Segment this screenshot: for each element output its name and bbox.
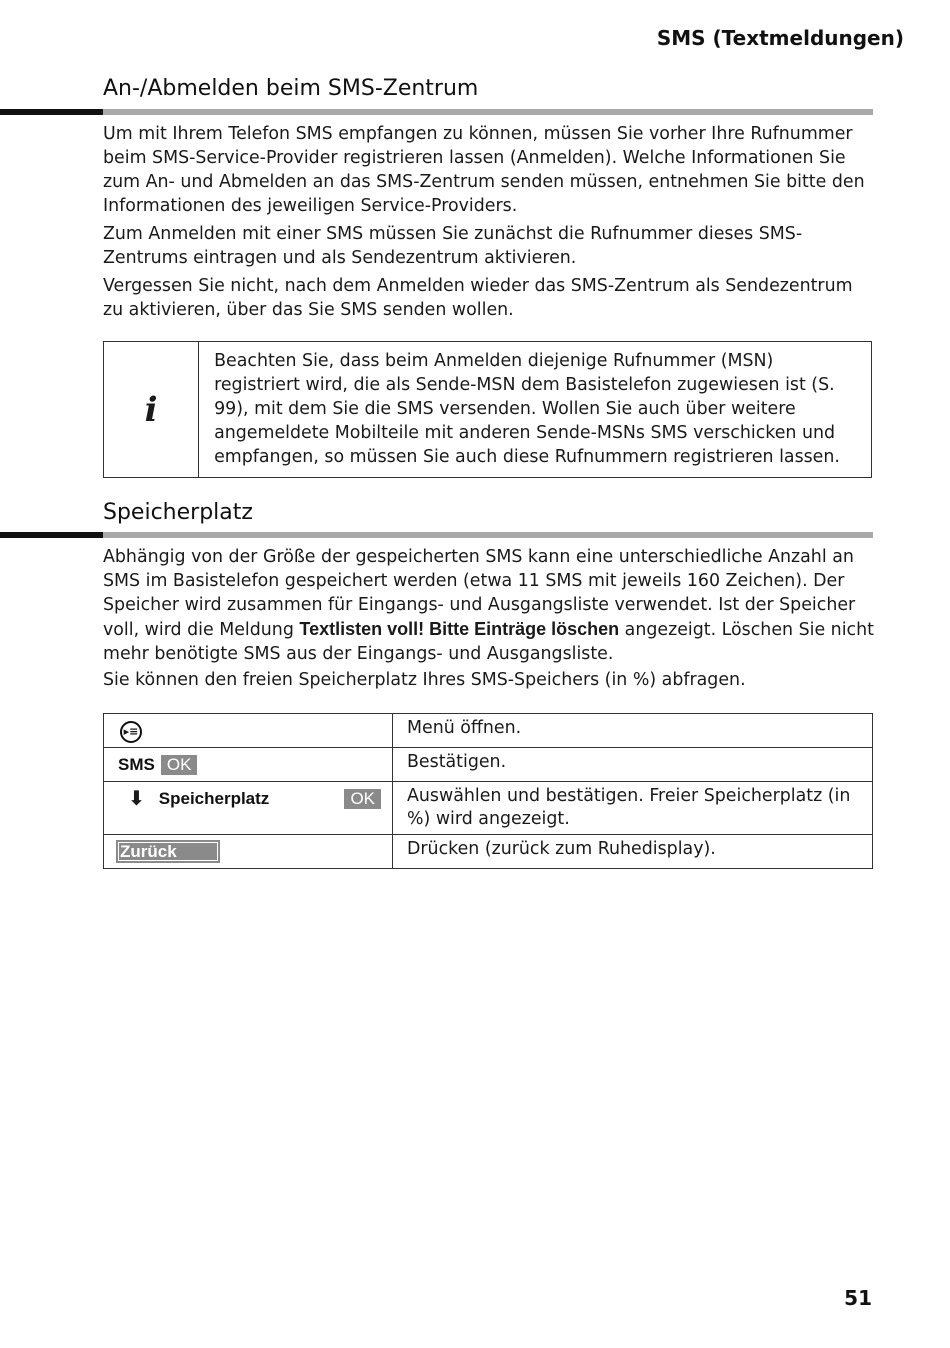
menu-entry-speicherplatz: Speicherplatz <box>158 789 270 808</box>
paragraph-reminder: Vergessen Sie nicht, nach dem Anmelden wieder das SMS-Zentrum als Sendezentrum zu aktivieren, über das Sie SMS senden wollen. <box>103 276 853 320</box>
paragraph-query: Sie können den freien Speicherplatz Ihres SMS-Speichers (in %) abfragen. <box>103 670 746 690</box>
table-row <box>104 835 873 869</box>
section-rule-grey <box>103 532 873 538</box>
storage-text-after: angezeigt. Löschen Sie nicht mehr benötigte SMS aus der Eingangs- und Ausgangsliste. <box>103 620 874 664</box>
page-number: 51 <box>844 1286 872 1310</box>
storage-text-before: Abhängig von der Größe der gespeicherten SMS kann eine unterschiedliche Anzahl an SMS im Basistelefon gespeichert werden (etwa 11 SMS mit jeweils 160 Zeichen). Der Speicher wird zusammen für Eingangs- und Ausgangsliste verwendet. Ist der Speicher voll, wird die Meldung <box>103 547 856 640</box>
menu-key-icon: ▸≡ <box>120 721 142 743</box>
paragraph-storage <box>103 545 875 666</box>
info-icon-cell <box>104 342 199 477</box>
step-description: Drücken (zurück zum Ruhedisplay). <box>393 835 873 869</box>
info-note-box <box>103 341 872 478</box>
step-description: Auswählen und bestätigen. Freier Speicherplatz (in %) wird angezeigt. <box>393 782 873 835</box>
paragraph-anmelden: Zum Anmelden mit einer SMS müssen Sie zunächst die Rufnummer dieses SMS-Zentrums eintragen und als Sendezentrum aktivieren. <box>103 224 803 268</box>
menu-entry-sms: SMS <box>118 755 155 774</box>
table-row <box>104 782 873 835</box>
table-row <box>104 748 873 782</box>
ok-softkey: OK <box>344 789 381 809</box>
paragraph-registration: Um mit Ihrem Telefon SMS empfangen zu können, müssen Sie vorher Ihre Rufnummer beim SMS-Service-Provider registrieren lassen (Anmelden). Welche Informationen Sie zum An- und Abmelden an das SMS-Zentrum senden müssen, entnehmen Sie bitte den Informationen des jeweiligen Service-Providers. <box>103 124 865 216</box>
step-description: Bestätigen. <box>393 748 873 782</box>
steps-table <box>103 713 873 869</box>
ok-softkey: OK <box>161 755 198 775</box>
section-title-speicherplatz: Speicherplatz <box>103 500 253 525</box>
section-title-anmelden: An-/Abmelden beim SMS-Zentrum <box>103 76 479 101</box>
section-rule-dark <box>0 532 103 538</box>
running-header: SMS (Textmeldungen) <box>656 26 904 50</box>
step-description: Menü öffnen. <box>393 714 873 748</box>
display-message-full: Textlisten voll! Bitte Einträge löschen <box>299 619 620 639</box>
section-rule-grey <box>103 109 873 115</box>
info-icon: i <box>144 389 158 430</box>
section-rule-dark <box>0 109 103 115</box>
zurueck-softkey: Zurück <box>116 840 220 863</box>
table-row <box>104 714 873 748</box>
arrow-down-icon: ⬇ <box>128 786 145 810</box>
info-note-text: Beachten Sie, dass beim Anmelden diejenige Rufnummer (MSN) registriert wird, die als Sende-MSN dem Basistelefon zugewiesen ist (S. 99), mit dem Sie die SMS versenden. Wollen Sie auch über weitere angemeldete Mobilteile mit anderen Sende-MSNs SMS verschicken und empfangen, so müssen Sie auch diese Rufnummern registrieren lassen. <box>214 351 840 467</box>
